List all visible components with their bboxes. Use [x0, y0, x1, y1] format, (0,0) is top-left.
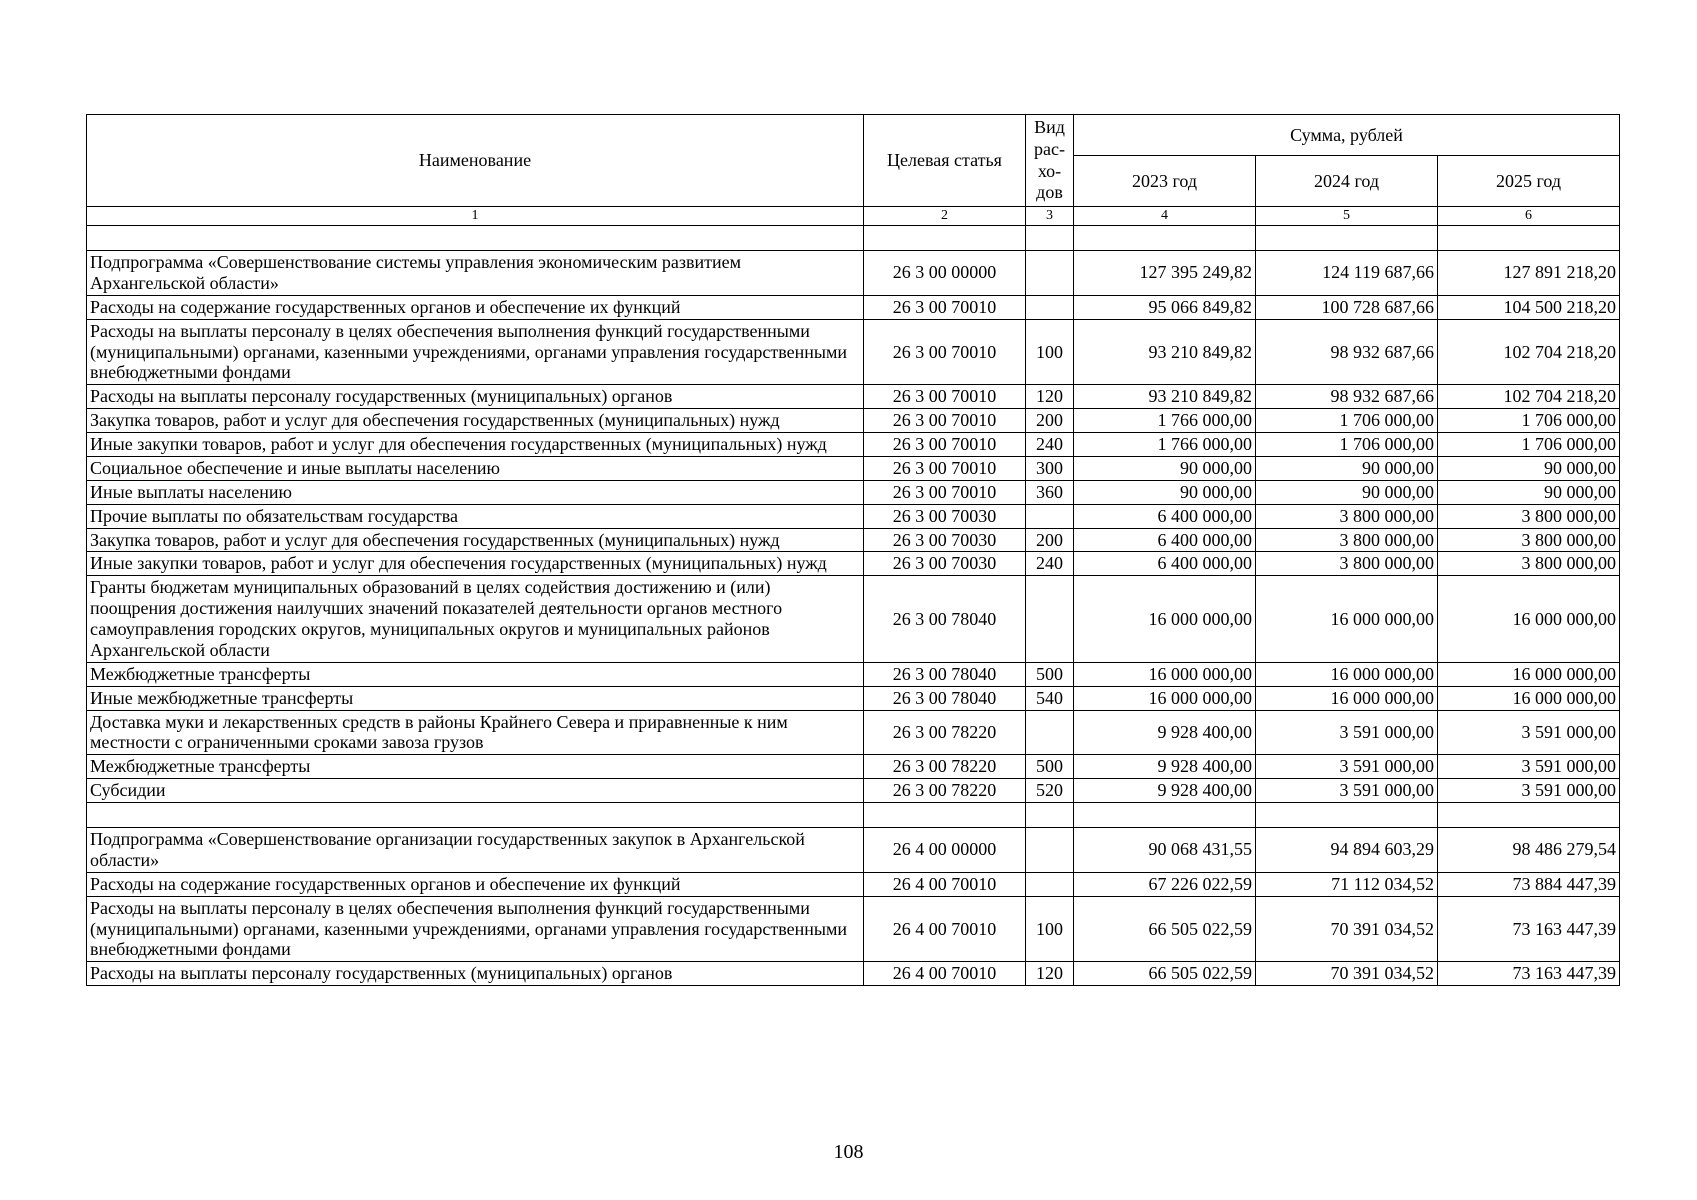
row-sum-2025-cell: 90 000,00	[1438, 456, 1620, 480]
column-number: 1	[87, 207, 864, 226]
row-sum-2023-cell: 6 400 000,00	[1074, 528, 1256, 552]
row-target-article-cell: 26 3 00 70030	[864, 504, 1026, 528]
row-sum-2024-cell: 1 706 000,00	[1256, 409, 1438, 433]
row-target-article-cell: 26 3 00 70010	[864, 456, 1026, 480]
row-target-article-cell: 26 3 00 70010	[864, 433, 1026, 457]
header-year-2023: 2023 год	[1074, 156, 1256, 207]
row-sum-2024-cell: 90 000,00	[1256, 480, 1438, 504]
row-expense-kind-cell	[1026, 828, 1074, 873]
row-name-cell: Расходы на содержание государственных органов и обеспечение их функций	[87, 872, 864, 896]
row-target-article-cell: 26 3 00 00000	[864, 251, 1026, 296]
table-row	[87, 710, 1620, 755]
empty-cell	[1026, 803, 1074, 828]
empty-cell	[87, 226, 864, 251]
row-sum-2024-cell: 124 119 687,66	[1256, 251, 1438, 296]
header-name: Наименование	[87, 115, 864, 207]
row-expense-kind-cell: 240	[1026, 433, 1074, 457]
row-sum-2023-cell: 93 210 849,82	[1074, 319, 1256, 385]
row-sum-2025-cell: 98 486 279,54	[1438, 828, 1620, 873]
row-name-cell: Прочие выплаты по обязательствам государства	[87, 504, 864, 528]
row-sum-2023-cell: 16 000 000,00	[1074, 662, 1256, 686]
empty-cell	[1074, 803, 1256, 828]
table-row	[87, 295, 1620, 319]
empty-cell	[87, 803, 864, 828]
column-number: 2	[864, 207, 1026, 226]
row-target-article-cell: 26 3 00 78220	[864, 755, 1026, 779]
empty-cell	[1256, 803, 1438, 828]
row-sum-2023-cell: 6 400 000,00	[1074, 552, 1256, 576]
row-sum-2025-cell: 3 800 000,00	[1438, 504, 1620, 528]
row-expense-kind-cell: 100	[1026, 896, 1074, 962]
row-sum-2024-cell: 70 391 034,52	[1256, 896, 1438, 962]
row-expense-kind-cell	[1026, 576, 1074, 663]
row-sum-2025-cell: 73 884 447,39	[1438, 872, 1620, 896]
row-target-article-cell: 26 4 00 70010	[864, 896, 1026, 962]
row-name-cell: Иные межбюджетные трансферты	[87, 686, 864, 710]
row-sum-2024-cell: 98 932 687,66	[1256, 319, 1438, 385]
table-row	[87, 755, 1620, 779]
column-number: 4	[1074, 207, 1256, 226]
row-sum-2023-cell: 9 928 400,00	[1074, 755, 1256, 779]
row-sum-2023-cell: 66 505 022,59	[1074, 962, 1256, 986]
table-row	[87, 779, 1620, 803]
empty-cell	[864, 803, 1026, 828]
row-expense-kind-cell: 240	[1026, 552, 1074, 576]
header-sum: Сумма, рублей	[1074, 115, 1620, 156]
row-target-article-cell: 26 3 00 70010	[864, 319, 1026, 385]
row-target-article-cell: 26 3 00 78220	[864, 710, 1026, 755]
row-target-article-cell: 26 3 00 78040	[864, 686, 1026, 710]
row-sum-2025-cell: 102 704 218,20	[1438, 385, 1620, 409]
row-target-article-cell: 26 4 00 70010	[864, 872, 1026, 896]
row-expense-kind-cell: 360	[1026, 480, 1074, 504]
header-year-2024: 2024 год	[1256, 156, 1438, 207]
row-name-cell: Субсидии	[87, 779, 864, 803]
row-name-cell: Закупка товаров, работ и услуг для обеспечения государственных (муниципальных) нужд	[87, 528, 864, 552]
row-sum-2025-cell: 1 706 000,00	[1438, 409, 1620, 433]
empty-cell	[1438, 803, 1620, 828]
row-sum-2024-cell: 3 591 000,00	[1256, 755, 1438, 779]
row-name-cell: Гранты бюджетам муниципальных образований в целях содействия достижению и (или) поощрения достижения наилучших значений показателей деятельности органов местного самоуправления городских округов, муниципальных округов и муниципальных районов Архангельской области	[87, 576, 864, 663]
row-expense-kind-cell	[1026, 251, 1074, 296]
row-name-cell: Расходы на выплаты персоналу в целях обеспечения выполнения функций государственными (муниципальными) органами, казенными учреждениями, органами управления государственными внебюджетными фондами	[87, 896, 864, 962]
row-sum-2025-cell: 102 704 218,20	[1438, 319, 1620, 385]
row-sum-2023-cell: 127 395 249,82	[1074, 251, 1256, 296]
row-sum-2025-cell: 16 000 000,00	[1438, 686, 1620, 710]
spacer-row	[87, 803, 1620, 828]
row-target-article-cell: 26 3 00 78040	[864, 662, 1026, 686]
row-expense-kind-cell: 200	[1026, 528, 1074, 552]
row-target-article-cell: 26 3 00 78220	[864, 779, 1026, 803]
row-sum-2024-cell: 3 800 000,00	[1256, 528, 1438, 552]
row-name-cell: Расходы на выплаты персоналу в целях обеспечения выполнения функций государственными (муниципальными) органами, казенными учреждениями, органами управления государственными внебюджетными фондами	[87, 319, 864, 385]
row-sum-2024-cell: 16 000 000,00	[1256, 686, 1438, 710]
table-row	[87, 409, 1620, 433]
row-sum-2024-cell: 98 932 687,66	[1256, 385, 1438, 409]
row-name-cell: Межбюджетные трансферты	[87, 662, 864, 686]
table-row	[87, 686, 1620, 710]
row-sum-2025-cell: 3 800 000,00	[1438, 528, 1620, 552]
row-expense-kind-cell: 120	[1026, 962, 1074, 986]
table-row	[87, 896, 1620, 962]
row-target-article-cell: 26 4 00 70010	[864, 962, 1026, 986]
row-sum-2025-cell: 127 891 218,20	[1438, 251, 1620, 296]
row-sum-2025-cell: 73 163 447,39	[1438, 962, 1620, 986]
row-sum-2023-cell: 90 068 431,55	[1074, 828, 1256, 873]
row-sum-2023-cell: 9 928 400,00	[1074, 779, 1256, 803]
row-expense-kind-cell: 100	[1026, 319, 1074, 385]
row-sum-2023-cell: 16 000 000,00	[1074, 686, 1256, 710]
table-row	[87, 319, 1620, 385]
table-row	[87, 456, 1620, 480]
row-sum-2024-cell: 71 112 034,52	[1256, 872, 1438, 896]
row-sum-2023-cell: 1 766 000,00	[1074, 409, 1256, 433]
table-row	[87, 552, 1620, 576]
subprogram-row	[87, 251, 1620, 296]
row-sum-2024-cell: 3 591 000,00	[1256, 710, 1438, 755]
row-sum-2025-cell: 3 591 000,00	[1438, 710, 1620, 755]
row-expense-kind-cell	[1026, 872, 1074, 896]
row-expense-kind-cell	[1026, 295, 1074, 319]
row-sum-2023-cell: 66 505 022,59	[1074, 896, 1256, 962]
row-sum-2025-cell: 73 163 447,39	[1438, 896, 1620, 962]
row-sum-2024-cell: 94 894 603,29	[1256, 828, 1438, 873]
table-row	[87, 872, 1620, 896]
row-name-cell: Подпрограмма «Совершенствование организации государственных закупок в Архангельской области»	[87, 828, 864, 873]
empty-cell	[1026, 226, 1074, 251]
table-row	[87, 433, 1620, 457]
row-expense-kind-cell: 500	[1026, 755, 1074, 779]
header-target-article: Целевая статья	[864, 115, 1026, 207]
row-sum-2024-cell: 3 800 000,00	[1256, 552, 1438, 576]
table-row	[87, 528, 1620, 552]
table-row	[87, 385, 1620, 409]
row-name-cell: Расходы на выплаты персоналу государственных (муниципальных) органов	[87, 385, 864, 409]
empty-cell	[1074, 226, 1256, 251]
column-number: 6	[1438, 207, 1620, 226]
row-expense-kind-cell: 500	[1026, 662, 1074, 686]
row-sum-2023-cell: 90 000,00	[1074, 456, 1256, 480]
spacer-row	[87, 226, 1620, 251]
row-sum-2025-cell: 104 500 218,20	[1438, 295, 1620, 319]
row-name-cell: Закупка товаров, работ и услуг для обеспечения государственных (муниципальных) нужд	[87, 409, 864, 433]
table-row	[87, 962, 1620, 986]
table-row	[87, 504, 1620, 528]
row-name-cell: Социальное обеспечение и иные выплаты населению	[87, 456, 864, 480]
row-sum-2025-cell: 90 000,00	[1438, 480, 1620, 504]
row-sum-2025-cell: 3 591 000,00	[1438, 779, 1620, 803]
row-sum-2025-cell: 16 000 000,00	[1438, 662, 1620, 686]
empty-cell	[1438, 226, 1620, 251]
page-number: 108	[833, 1141, 864, 1163]
row-sum-2024-cell: 1 706 000,00	[1256, 433, 1438, 457]
row-name-cell: Иные выплаты населению	[87, 480, 864, 504]
table-row	[87, 576, 1620, 663]
table-row	[87, 480, 1620, 504]
table-body	[87, 226, 1620, 986]
row-sum-2023-cell: 90 000,00	[1074, 480, 1256, 504]
row-sum-2024-cell: 3 591 000,00	[1256, 779, 1438, 803]
row-sum-2025-cell: 1 706 000,00	[1438, 433, 1620, 457]
row-expense-kind-cell	[1026, 504, 1074, 528]
row-sum-2023-cell: 16 000 000,00	[1074, 576, 1256, 663]
row-target-article-cell: 26 3 00 70010	[864, 409, 1026, 433]
row-name-cell: Расходы на выплаты персоналу государственных (муниципальных) органов	[87, 962, 864, 986]
table-row	[87, 662, 1620, 686]
row-expense-kind-cell: 300	[1026, 456, 1074, 480]
row-name-cell: Межбюджетные трансферты	[87, 755, 864, 779]
column-number: 3	[1026, 207, 1074, 226]
row-expense-kind-cell: 120	[1026, 385, 1074, 409]
row-sum-2023-cell: 1 766 000,00	[1074, 433, 1256, 457]
row-name-cell: Доставка муки и лекарственных средств в районы Крайнего Севера и приравненные к ним местности с ограниченными сроками завоза грузов	[87, 710, 864, 755]
row-sum-2023-cell: 93 210 849,82	[1074, 385, 1256, 409]
row-name-cell: Расходы на содержание государственных органов и обеспечение их функций	[87, 295, 864, 319]
row-target-article-cell: 26 3 00 70010	[864, 385, 1026, 409]
empty-cell	[864, 226, 1026, 251]
row-sum-2024-cell: 16 000 000,00	[1256, 662, 1438, 686]
subprogram-row	[87, 828, 1620, 873]
row-sum-2023-cell: 95 066 849,82	[1074, 295, 1256, 319]
row-sum-2024-cell: 16 000 000,00	[1256, 576, 1438, 663]
header-expense-kind: Вид рас- хо- дов	[1026, 115, 1074, 207]
budget-table	[86, 114, 1620, 986]
row-sum-2023-cell: 9 928 400,00	[1074, 710, 1256, 755]
row-expense-kind-cell	[1026, 710, 1074, 755]
row-target-article-cell: 26 3 00 70030	[864, 528, 1026, 552]
row-sum-2024-cell: 90 000,00	[1256, 456, 1438, 480]
row-expense-kind-cell: 540	[1026, 686, 1074, 710]
row-target-article-cell: 26 3 00 78040	[864, 576, 1026, 663]
header-year-2025: 2025 год	[1438, 156, 1620, 207]
row-target-article-cell: 26 4 00 00000	[864, 828, 1026, 873]
row-sum-2025-cell: 16 000 000,00	[1438, 576, 1620, 663]
row-name-cell: Подпрограмма «Совершенствование системы управления экономическим развитием Архангельской области»	[87, 251, 864, 296]
column-number: 5	[1256, 207, 1438, 226]
row-sum-2024-cell: 70 391 034,52	[1256, 962, 1438, 986]
row-sum-2023-cell: 67 226 022,59	[1074, 872, 1256, 896]
row-target-article-cell: 26 3 00 70010	[864, 295, 1026, 319]
row-sum-2024-cell: 100 728 687,66	[1256, 295, 1438, 319]
row-name-cell: Иные закупки товаров, работ и услуг для обеспечения государственных (муниципальных) нужд	[87, 433, 864, 457]
row-sum-2025-cell: 3 800 000,00	[1438, 552, 1620, 576]
row-expense-kind-cell: 520	[1026, 779, 1074, 803]
row-target-article-cell: 26 3 00 70030	[864, 552, 1026, 576]
row-sum-2023-cell: 6 400 000,00	[1074, 504, 1256, 528]
empty-cell	[1256, 226, 1438, 251]
row-sum-2025-cell: 3 591 000,00	[1438, 755, 1620, 779]
row-target-article-cell: 26 3 00 70010	[864, 480, 1026, 504]
row-sum-2024-cell: 3 800 000,00	[1256, 504, 1438, 528]
row-expense-kind-cell: 200	[1026, 409, 1074, 433]
row-name-cell: Иные закупки товаров, работ и услуг для обеспечения государственных (муниципальных) нужд	[87, 552, 864, 576]
